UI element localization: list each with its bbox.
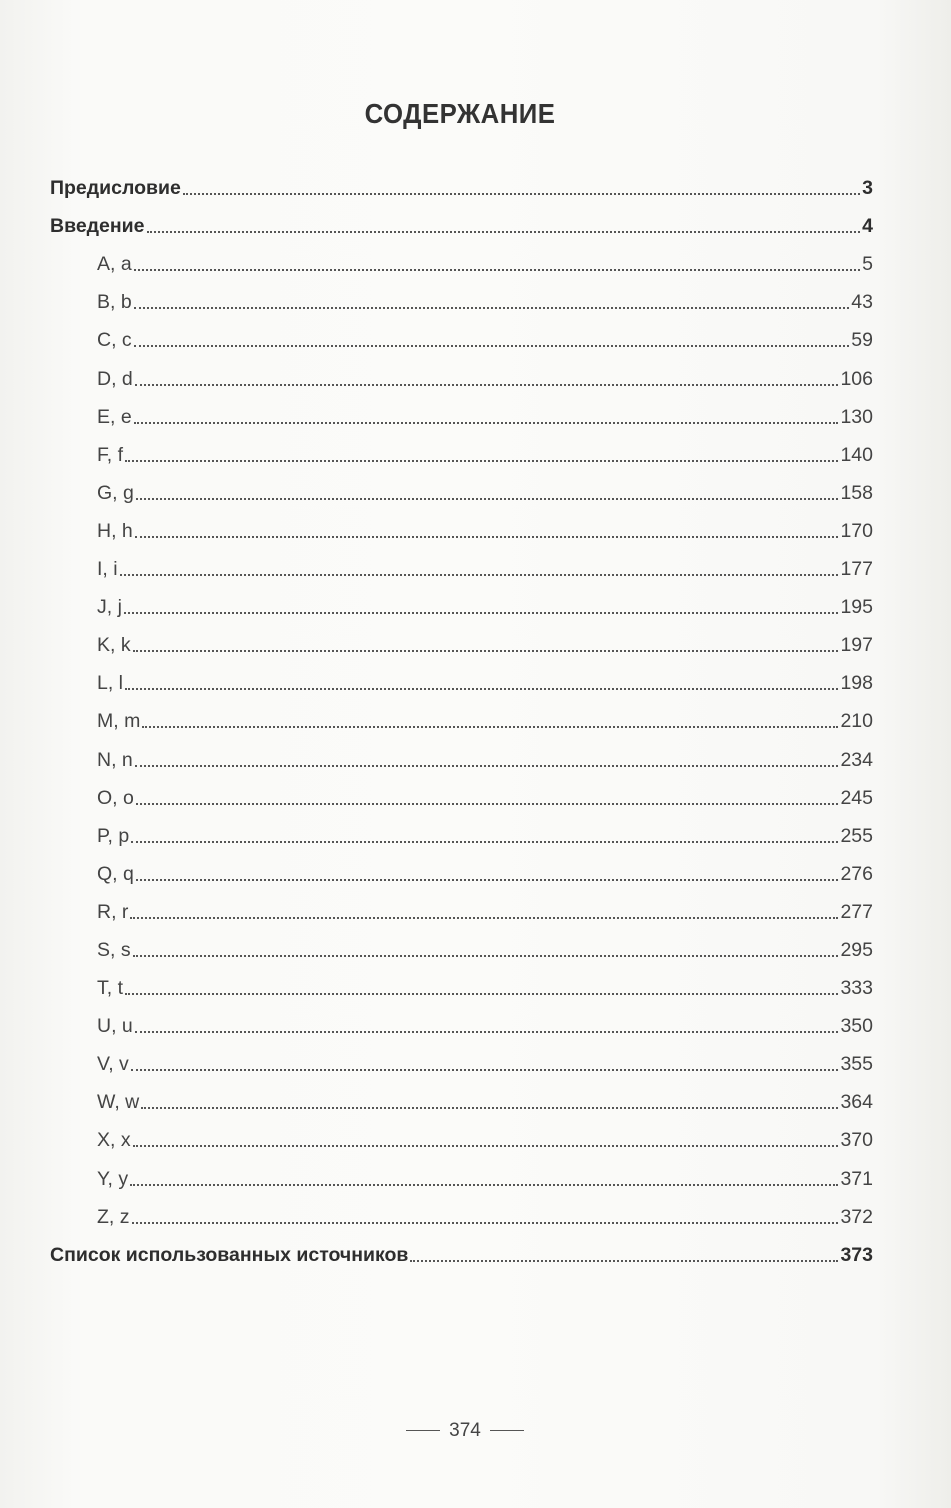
- dot-leader: [134, 345, 850, 347]
- toc-entry-label: O, o: [97, 786, 134, 809]
- dot-leader: [125, 688, 838, 690]
- toc-entry: [50, 776, 873, 814]
- dot-leader: [120, 574, 839, 576]
- toc-entry: [50, 280, 873, 318]
- toc-entry-page-number: 158: [840, 481, 873, 504]
- toc-entry: [50, 318, 873, 356]
- toc-entry: [50, 471, 873, 509]
- toc-entry: [50, 623, 873, 661]
- dot-leader: [135, 384, 839, 386]
- toc-entry-label: G, g: [97, 481, 134, 504]
- toc-entry-page-number: 197: [840, 634, 873, 657]
- dot-leader: [134, 307, 850, 309]
- toc-entry-label: X, x: [97, 1129, 131, 1152]
- toc-entry-page-number: 372: [840, 1205, 873, 1228]
- toc-entry-label: V, v: [97, 1053, 129, 1076]
- dot-leader: [134, 269, 860, 271]
- toc-entry: [50, 356, 873, 394]
- toc-entry: [50, 1195, 873, 1233]
- toc-entry-page-number: 59: [851, 329, 873, 352]
- dot-leader: [130, 1184, 838, 1186]
- dot-leader: [131, 1069, 839, 1071]
- dot-leader: [142, 726, 838, 728]
- dot-leader: [134, 422, 839, 424]
- toc-entry: [50, 966, 873, 1004]
- toc-entry-label: H, h: [97, 519, 133, 542]
- toc-entry-page-number: 364: [840, 1091, 873, 1114]
- toc-entry: [50, 547, 873, 585]
- toc-entry-label: W, w: [97, 1091, 140, 1114]
- footer-dash-right: [490, 1430, 524, 1431]
- dot-leader: [183, 193, 860, 195]
- toc-entry-label: U, u: [97, 1015, 133, 1038]
- toc-entry-page-number: 170: [840, 519, 873, 542]
- toc-entry-page-number: 355: [840, 1053, 873, 1076]
- toc-entry-label: E, e: [97, 405, 132, 428]
- toc-entry: [50, 814, 873, 852]
- toc-entry-label: F, f: [97, 443, 124, 466]
- toc-entry-label: Введение: [50, 215, 145, 238]
- toc-entry-page-number: 333: [840, 977, 873, 1000]
- toc-entry-page-number: 245: [840, 786, 873, 809]
- dot-leader: [125, 993, 838, 995]
- toc-entry-label: Q, q: [97, 862, 134, 885]
- toc-entry-label: T, t: [97, 977, 124, 1000]
- dot-leader: [410, 1260, 838, 1262]
- toc-entry: [50, 585, 873, 623]
- dot-leader: [133, 650, 839, 652]
- toc-entry-label: Предисловие: [50, 177, 181, 200]
- toc-entry-page-number: 130: [840, 405, 873, 428]
- dot-leader: [133, 955, 839, 957]
- toc-entry-label: S, s: [97, 938, 131, 961]
- dot-leader: [136, 803, 839, 805]
- toc-entry-page-number: 106: [840, 367, 873, 390]
- toc-entry-label: L, l: [97, 672, 124, 695]
- dot-leader: [141, 1107, 838, 1109]
- toc-entry-page-number: 4: [862, 215, 873, 238]
- page-title: СОДЕРЖАНИЕ: [364, 98, 556, 129]
- footer-page-number: 374: [449, 1420, 481, 1441]
- dot-leader: [125, 460, 838, 462]
- toc-entry-label: Y, y: [97, 1167, 129, 1190]
- toc-entry-page-number: 140: [840, 443, 873, 466]
- toc-entry-page-number: 195: [840, 596, 873, 619]
- dot-leader: [136, 879, 839, 881]
- page-footer: [0, 1420, 930, 1442]
- toc-entry: [50, 509, 873, 547]
- toc-entry: [50, 395, 873, 433]
- toc-entry-label: P, p: [97, 824, 130, 847]
- toc-entry-page-number: 177: [840, 558, 873, 581]
- toc-entry-page-number: 3: [862, 177, 873, 200]
- toc-entry: [50, 1004, 873, 1042]
- toc-entry-label: C, c: [97, 329, 132, 352]
- toc-entry-page-number: 255: [840, 824, 873, 847]
- footer-dash-left: [406, 1430, 440, 1431]
- toc-entry: [50, 204, 873, 242]
- dot-leader: [135, 1031, 839, 1033]
- toc-entry-page-number: 371: [840, 1167, 873, 1190]
- dot-leader: [132, 1222, 839, 1224]
- toc-entry-label: N, n: [97, 748, 133, 771]
- toc-entry-page-number: 43: [851, 291, 873, 314]
- table-of-contents: [50, 166, 873, 1271]
- dot-leader: [124, 612, 839, 614]
- toc-entry: [50, 1042, 873, 1080]
- toc-entry: [50, 242, 873, 280]
- toc-entry: [50, 1233, 873, 1271]
- dot-leader: [147, 231, 861, 233]
- toc-entry-label: A, a: [97, 253, 132, 276]
- toc-entry-page-number: 295: [840, 938, 873, 961]
- toc-entry-page-number: 277: [840, 900, 873, 923]
- toc-entry: [50, 433, 873, 471]
- toc-entry-label: M, m: [97, 710, 141, 733]
- toc-entry-page-number: 370: [840, 1129, 873, 1152]
- toc-entry-page-number: 350: [840, 1015, 873, 1038]
- toc-entry: [50, 737, 873, 775]
- toc-entry-label: I, i: [97, 558, 118, 581]
- toc-entry: [50, 661, 873, 699]
- toc-entry: [50, 699, 873, 737]
- toc-entry: [50, 928, 873, 966]
- toc-entry-page-number: 210: [840, 710, 873, 733]
- toc-entry-label: Список использованных источников: [50, 1243, 409, 1266]
- dot-leader: [130, 917, 838, 919]
- toc-entry-label: B, b: [97, 291, 132, 314]
- toc-entry: [50, 1156, 873, 1194]
- toc-entry-label: Z, z: [97, 1205, 130, 1228]
- toc-entry-page-number: 276: [840, 862, 873, 885]
- dot-leader: [135, 765, 839, 767]
- toc-entry-label: R, r: [97, 900, 129, 923]
- toc-entry-page-number: 373: [840, 1243, 873, 1266]
- toc-entry-page-number: 198: [840, 672, 873, 695]
- toc-entry: [50, 1118, 873, 1156]
- toc-entry: [50, 166, 873, 204]
- dot-leader: [136, 498, 839, 500]
- toc-entry: [50, 852, 873, 890]
- toc-entry-page-number: 5: [862, 253, 873, 276]
- toc-entry: [50, 1080, 873, 1118]
- toc-entry-label: D, d: [97, 367, 133, 390]
- dot-leader: [133, 1145, 839, 1147]
- toc-entry-label: J, j: [97, 596, 122, 619]
- dot-leader: [131, 841, 838, 843]
- toc-entry: [50, 890, 873, 928]
- toc-entry-label: K, k: [97, 634, 131, 657]
- dot-leader: [135, 536, 839, 538]
- toc-entry-page-number: 234: [840, 748, 873, 771]
